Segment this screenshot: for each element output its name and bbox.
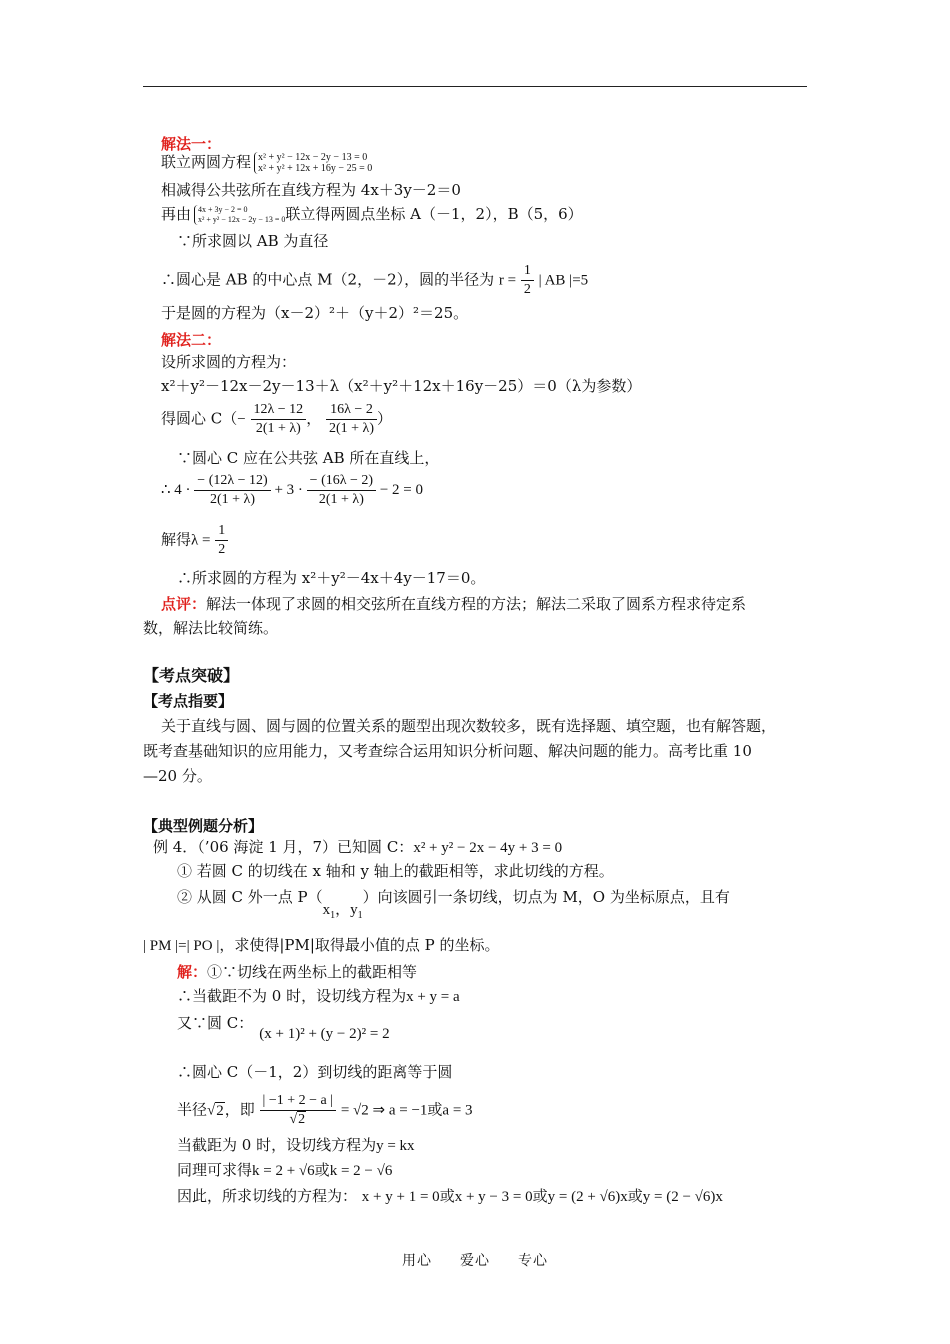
- equation: x + y − 3 = 0: [454, 1189, 533, 1205]
- numerator: 16λ − 2: [326, 401, 377, 420]
- equation: x + y + 1 = 0: [361, 1189, 440, 1205]
- equation: y = kx: [376, 1138, 415, 1154]
- equation: | PM |=| PO |: [143, 938, 220, 954]
- text: ② 从圆 C 外一点 P（: [177, 888, 323, 906]
- solution-line-8: [177, 1186, 723, 1207]
- comment-line-2: 数，解法比较简练。: [143, 619, 279, 637]
- points-paragraph-line-1: 关于直线与圆、圆与圆的位置关系的题型出现次数较多，既有选择题、填空题，也有解答题，: [161, 717, 777, 735]
- equation: x² + y² + 12x + 16y − 25 = 0: [258, 163, 373, 174]
- point-coordinates: [322, 902, 363, 921]
- denominator: √2: [289, 1112, 306, 1127]
- page-footer: [0, 1250, 950, 1270]
- equation: x² + y² − 12x − 2y − 13 = 0: [258, 152, 368, 163]
- method-one-line-3: [161, 204, 583, 225]
- solution-line-1: [177, 962, 417, 982]
- text: 或: [439, 1187, 455, 1205]
- method-one-line-2: 相减得公共弦所在直线方程为 4x＋3y－2＝0: [161, 181, 461, 199]
- fraction: [194, 472, 270, 509]
- example-4-line-3: [177, 887, 730, 921]
- method-two-line-3: [161, 401, 392, 438]
- text: ∴当截距不为 0 时，设切线方程为: [177, 987, 407, 1005]
- equation: x² + y² − 2x − 4y + 3 = 0: [413, 840, 563, 856]
- section-subtitle-points: 【考点指要】: [143, 692, 234, 710]
- numerator: 1: [215, 522, 228, 541]
- method-two-line-5: [161, 472, 423, 509]
- text: 因此，所求切线的方程为：: [177, 1187, 358, 1205]
- numerator: − (16λ − 2): [307, 472, 376, 491]
- text: 解得: [161, 530, 192, 549]
- method-two-line-4: ∵圆心 C 应在公共弦 AB 所在直线上，: [177, 449, 440, 467]
- section-title-breakthrough: 【考点突破】: [143, 666, 240, 685]
- text: 同理可求得: [177, 1161, 253, 1179]
- text: ）: [377, 409, 393, 428]
- equation-system: [194, 205, 285, 225]
- method-two-line-1: 设所求圆的方程为：: [161, 353, 297, 371]
- equation-system: [254, 152, 372, 174]
- solution-line-7: [177, 1160, 392, 1181]
- section-title-examples: 【典型例题分析】: [143, 817, 264, 835]
- text: 例 4．（’06 海淀 1 月，7）已知圆 C：: [153, 838, 414, 856]
- denominator: 2(1 + λ): [209, 492, 255, 507]
- equation: x + y = a: [406, 989, 460, 1005]
- subscript: 1: [357, 910, 363, 921]
- points-paragraph-line-3: —20 分。: [143, 767, 212, 785]
- denominator: 2(1 + λ): [255, 421, 301, 436]
- text: 又∵圆 C：: [177, 1014, 254, 1032]
- equation: k = 2 − √6: [329, 1163, 393, 1179]
- lambda-symbol: λ =: [191, 532, 211, 549]
- text: 联立得两圆点坐标 A（－1，2），B（5，6）: [285, 205, 583, 223]
- denominator: 2(1 + λ): [318, 492, 364, 507]
- comma: ，: [335, 902, 351, 918]
- text: ①∵切线在两坐标上的截距相等: [207, 963, 418, 981]
- method-two-line-7: ∴所求圆的方程为 x²＋y²－4x＋4y－17＝0。: [177, 569, 486, 587]
- footer-text: 爱心: [460, 1253, 490, 1269]
- x-symbol: x: [322, 902, 331, 918]
- solution-line-3: [177, 1013, 390, 1042]
- fraction: [251, 401, 307, 438]
- denominator: 2: [523, 282, 531, 297]
- text: 联立两圆方程: [161, 153, 252, 171]
- method-one-line-1: [161, 152, 372, 174]
- footer-text: 专心: [518, 1253, 548, 1269]
- text: 或: [314, 1161, 330, 1179]
- denominator: 2(1 + λ): [328, 421, 374, 436]
- denominator: 2: [218, 542, 226, 557]
- text: 半径: [177, 1100, 208, 1119]
- points-paragraph-line-2: 既考查基础知识的应用能力，又考查综合运用知识分析问题、解决问题的能力。高考比重 10: [143, 742, 752, 760]
- text: 当截距为 0 时，设切线方程为: [177, 1136, 377, 1154]
- equation: x² + y² − 12x − 2y − 13 = 0: [198, 215, 286, 224]
- text: ，求使得|PM|取得最小值的点 P 的坐标。: [219, 936, 500, 954]
- example-4-line-2: ① 若圆 C 的切线在 x 轴和 y 轴上的截距相等，求此切线的方程。: [177, 862, 614, 880]
- numerator: 12λ − 12: [251, 401, 307, 420]
- solution-line-6: [177, 1135, 415, 1156]
- text: 或: [532, 1187, 548, 1205]
- text: 再由: [161, 205, 192, 223]
- minus-sign: −: [237, 411, 246, 428]
- equation: k = 2 + √6: [252, 1163, 315, 1179]
- equation: | AB |=5: [538, 272, 589, 289]
- equation: y = (2 + √6)x或y = (2 − √6)x: [547, 1189, 723, 1205]
- text: ∴ 4 ·: [161, 481, 191, 498]
- solution-label: 解：: [177, 963, 208, 981]
- radius-symbol: r =: [498, 272, 517, 289]
- solution-line-2: [177, 986, 460, 1007]
- solution-line-5: [177, 1092, 473, 1129]
- text: − 2 = 0: [379, 481, 423, 498]
- fraction: [215, 522, 228, 559]
- numerator: − (12λ − 12): [194, 472, 270, 491]
- method-two-line-6: [161, 522, 228, 559]
- comma: ，: [306, 409, 322, 428]
- text: ）向该圆引一条切线，切点为 M，O 为坐标原点，且有: [362, 888, 730, 906]
- method-one-title: 解法一：: [161, 135, 222, 153]
- fraction: [326, 401, 377, 438]
- fraction: [307, 472, 376, 509]
- method-one-line-6: 于是圆的方程为（x－2）²＋（y＋2）²＝25。: [161, 304, 469, 322]
- text: + 3 ·: [274, 481, 303, 498]
- text: 得圆心 C（: [161, 409, 238, 428]
- comment-line-1: [161, 594, 746, 614]
- sqrt-expression: √2: [207, 1102, 224, 1119]
- equation: = √2 ⇒ a = −1或a = 3: [340, 1102, 473, 1119]
- numerator: 1: [521, 262, 534, 281]
- example-4-line-4: [143, 935, 500, 956]
- method-two-title: 解法二：: [161, 331, 222, 349]
- numerator: | −1 + 2 − a |: [260, 1092, 337, 1111]
- footer-text: 用心: [402, 1253, 432, 1269]
- method-one-line-5: [161, 262, 588, 299]
- equation: 4x + 3y − 2 = 0: [198, 205, 248, 214]
- method-two-line-2: x²＋y²－12x－2y－13＋λ（x²＋y²＋12x＋16y－25）＝0（λ为参数）: [161, 377, 642, 395]
- example-4-line-1: [153, 837, 562, 858]
- header-rule: [143, 86, 807, 87]
- solution-line-4: ∴圆心 C（－1，2）到切线的距离等于圆: [177, 1063, 453, 1081]
- text: 解法一体现了求圆的相交弦所在直线方程的方法；解法二采取了圆系方程求待定系: [206, 595, 747, 613]
- text: ，即: [224, 1100, 255, 1119]
- subscript: 1: [330, 910, 336, 921]
- radicand: 2: [216, 1102, 224, 1119]
- fraction: [260, 1092, 337, 1129]
- fraction: [521, 262, 534, 299]
- text: ∴圆心是 AB 的中心点 M（2，－2），圆的半径为: [161, 270, 495, 289]
- y-symbol: y: [350, 902, 358, 918]
- radicand: 2: [298, 1112, 306, 1127]
- comment-label: 点评：: [161, 595, 207, 613]
- method-one-line-4: ∵所求圆以 AB 为直径: [177, 232, 329, 250]
- equation: (x + 1)² + (y − 2)² = 2: [259, 1026, 390, 1042]
